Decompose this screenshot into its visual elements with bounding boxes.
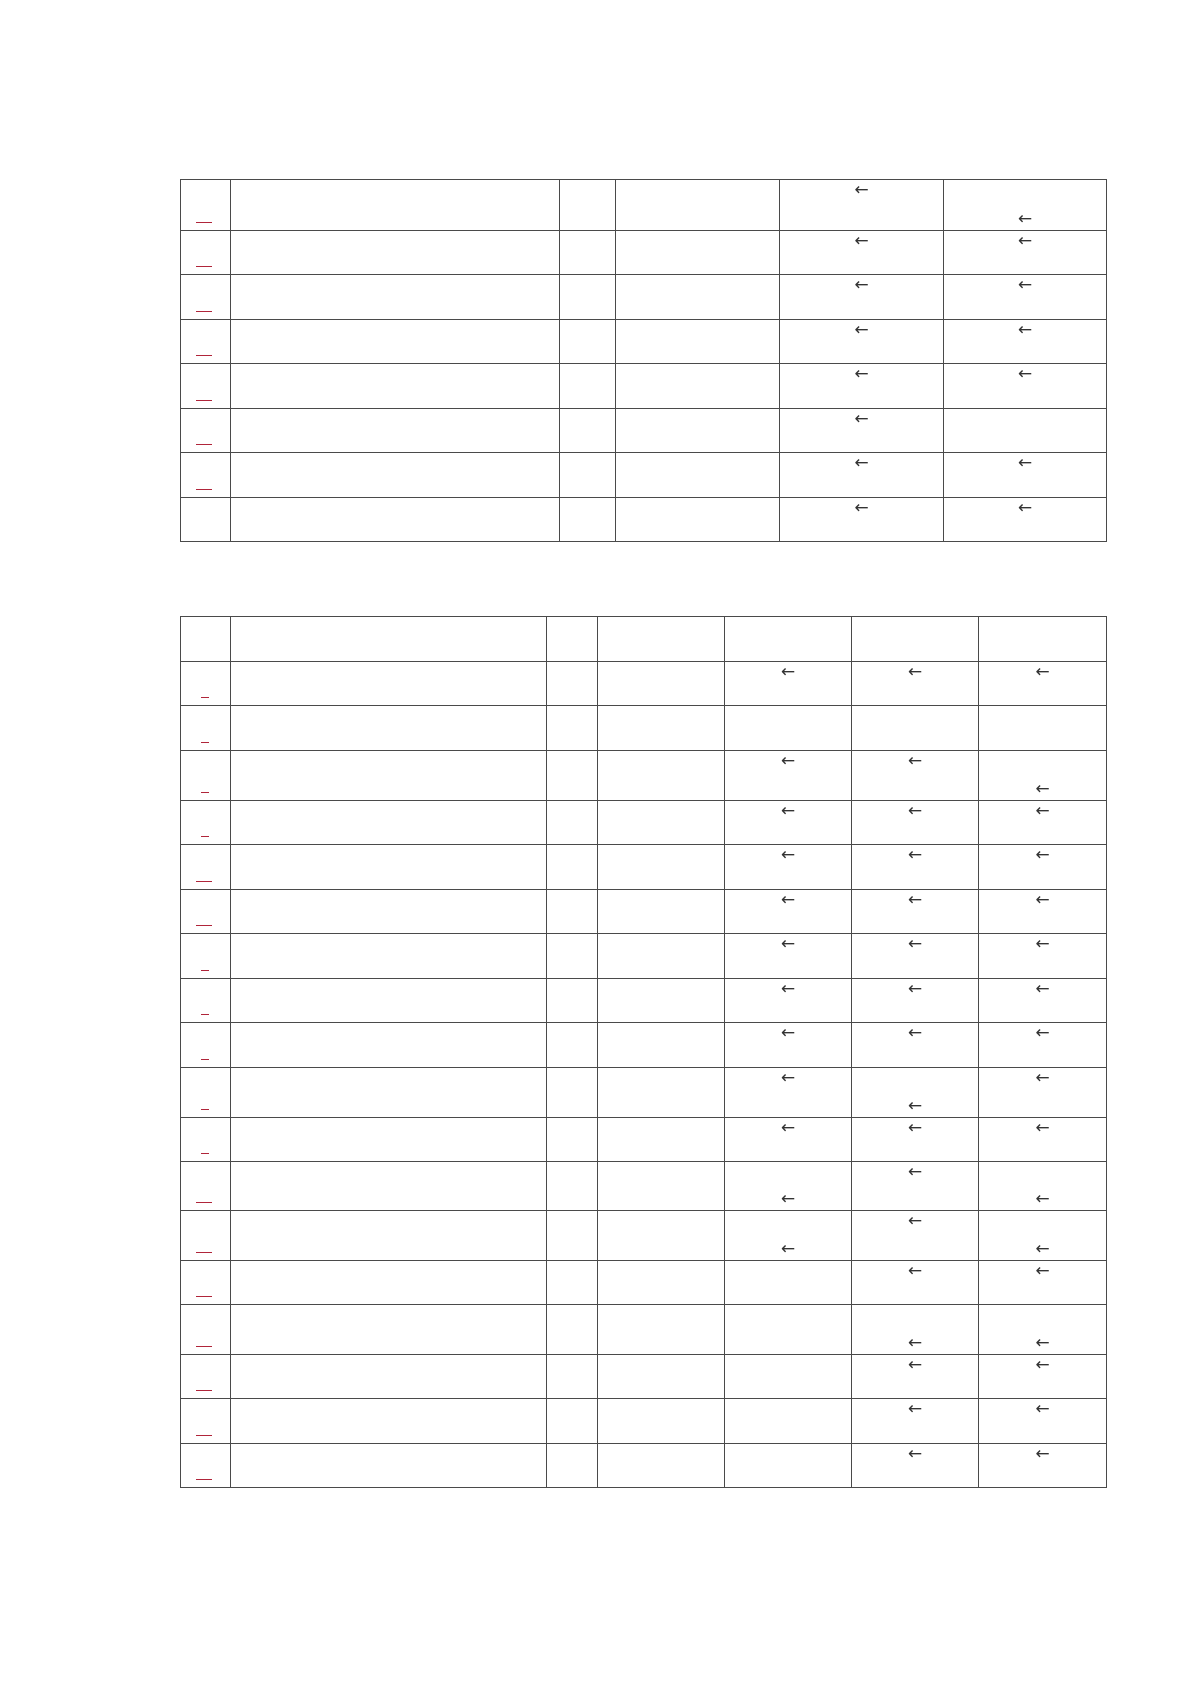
table-row [181,1068,1107,1118]
table-2-cell-col3 [547,1068,598,1118]
table-1-cell-col3 [560,409,616,453]
table-2-cell-col6 [852,662,979,706]
table-2-cell-col3 [547,1399,598,1444]
table-2-cell-col4 [598,1023,725,1068]
row-link-marker[interactable] [196,489,212,490]
table-2-cell-col4 [598,1261,725,1305]
left-arrow-icon: ← [907,845,923,865]
table-2-cell-col6 [852,1068,979,1118]
table-2-cell-col6 [852,1211,979,1261]
table-2-cell-col5 [725,1118,852,1162]
table-2-cell-col3 [547,1023,598,1068]
table-2-cell-col6 [852,1261,979,1305]
table-2-cell-col1 [181,1399,231,1444]
row-link-marker[interactable] [196,266,212,267]
table-2-cell-col3 [547,1162,598,1211]
table-2-cell-col1 [181,1444,231,1488]
table-2-cell-col1 [181,751,231,801]
table-row [181,1444,1107,1488]
table-2-cell-col7 [979,890,1107,934]
left-arrow-icon: ← [854,453,869,473]
table-1-cell-col6 [944,275,1107,320]
table-1-cell-col5 [780,231,944,275]
table-2-cell-col5 [725,1355,852,1399]
table-2-cell-col7 [979,1444,1107,1488]
left-arrow-icon: ← [1035,979,1050,999]
table-1-cell-col1 [181,320,231,364]
left-arrow-icon: ← [1035,1399,1050,1419]
table-2-cell-col3 [547,1305,598,1355]
table-2-cell-col7 [979,662,1107,706]
table-2-cell-col4 [598,801,725,845]
table-2-cell-col4 [598,617,725,662]
table-row [181,1399,1107,1444]
left-arrow-icon: ← [907,1211,923,1231]
table-2-cell-col3 [547,934,598,979]
table-2-cell-col1 [181,890,231,934]
table-2-cell-col3 [547,979,598,1023]
table-1-cell-col6 [944,453,1107,498]
table-2-cell-col6 [852,1444,979,1488]
table-2-cell-col5 [725,662,852,706]
table-2-cell-col5 [725,706,852,751]
table-2-cell-col1 [181,1118,231,1162]
table-row [181,364,1107,409]
row-link-marker[interactable] [196,222,212,223]
table-2-cell-col4 [598,1211,725,1261]
table-2-cell-col4 [598,1305,725,1355]
table-2-cell-col5 [725,1444,852,1488]
table-1-cell-col6 [944,498,1107,542]
table-2-cell-col7 [979,1355,1107,1399]
table-row [181,1305,1107,1355]
left-arrow-icon: ← [1035,1023,1050,1043]
row-link-marker[interactable] [196,1252,212,1253]
table-1-cell-col1 [181,364,231,409]
table-row [181,1355,1107,1399]
row-link-marker[interactable] [196,355,212,356]
table-2-cell-col6 [852,934,979,979]
left-arrow-icon: ← [907,1444,923,1464]
row-link-marker[interactable] [196,1346,212,1347]
table-2-cell-col6 [852,1023,979,1068]
table-2-cell-col4 [598,751,725,801]
table-2-cell-col2 [231,801,547,845]
table-2-cell-col5 [725,979,852,1023]
left-arrow-icon: ← [907,801,923,821]
table-2-cell-col2 [231,1305,547,1355]
table-2-cell-col2 [231,845,547,890]
table-2-cell-col7 [979,934,1107,979]
table-row [181,617,1107,662]
left-arrow-icon: ← [1035,1333,1050,1353]
left-arrow-icon: ← [907,1355,923,1375]
table-row [181,320,1107,364]
table-2-cell-col5 [725,1162,852,1211]
table-2-cell-col1 [181,1068,231,1118]
table-1-cell-col1 [181,275,231,320]
row-link-marker[interactable] [201,1153,209,1154]
table-row [181,1118,1107,1162]
left-arrow-icon: ← [854,409,869,429]
table-1-cell-col4 [616,364,780,409]
table-2-cell-col5 [725,1211,852,1261]
table-2-cell-col7 [979,1305,1107,1355]
table-2-cell-col5 [725,1399,852,1444]
row-link-marker[interactable] [201,1109,209,1110]
table-2-cell-col2 [231,934,547,979]
table-1-cell-col6 [944,320,1107,364]
table-1-cell-col6 [944,409,1107,453]
left-arrow-icon: ← [854,364,869,384]
table-2-cell-col5 [725,1305,852,1355]
row-link-marker[interactable] [196,1435,212,1436]
table-2-cell-col2 [231,662,547,706]
table-2-cell-col1 [181,1305,231,1355]
row-link-marker[interactable] [196,1296,212,1297]
row-link-marker[interactable] [196,1390,212,1391]
table-row [181,706,1107,751]
left-arrow-icon: ← [780,1068,796,1088]
table-2-cell-col4 [598,706,725,751]
table-1-cell-col1 [181,231,231,275]
table-2-cell-col2 [231,617,547,662]
table-2-cell-col5 [725,751,852,801]
table-2-cell-col1 [181,1023,231,1068]
left-arrow-icon: ← [907,1096,923,1116]
left-arrow-icon: ← [1035,662,1050,682]
table-2-cell-col2 [231,751,547,801]
table-row [181,275,1107,320]
table-1-cell-col6 [944,231,1107,275]
table-2-cell-col1 [181,1355,231,1399]
table-2-cell-col5 [725,801,852,845]
table-2-cell-col6 [852,890,979,934]
left-arrow-icon: ← [1017,275,1033,295]
table-2-cell-col6 [852,801,979,845]
table-2-cell-col4 [598,662,725,706]
table-1-cell-col2 [231,320,560,364]
table-2-cell-col6 [852,1162,979,1211]
table-1-cell-col5 [780,364,944,409]
table-row [181,979,1107,1023]
left-arrow-icon: ← [907,979,923,999]
table-1-cell-col4 [616,231,780,275]
table-2-cell-col6 [852,751,979,801]
table-1 [180,179,1107,542]
table-2-cell-col4 [598,1118,725,1162]
row-link-marker[interactable] [201,792,209,793]
table-2 [180,616,1107,1488]
table-2-cell-col4 [598,1068,725,1118]
left-arrow-icon: ← [907,934,923,954]
table-row [181,1023,1107,1068]
table-2-cell-col6 [852,845,979,890]
table-2-cell-col2 [231,1068,547,1118]
table-row [181,1162,1107,1211]
table-1-cell-col2 [231,453,560,498]
row-link-marker[interactable] [196,311,212,312]
table-1-cell-col2 [231,409,560,453]
table-2-cell-col3 [547,801,598,845]
table-2-cell-col7 [979,1211,1107,1261]
table-2-cell-col2 [231,1118,547,1162]
table-1-cell-col5 [780,275,944,320]
table-2-cell-col5 [725,1261,852,1305]
table-2-cell-col2 [231,1355,547,1399]
table-2-cell-col7 [979,617,1107,662]
left-arrow-icon: ← [780,890,796,910]
table-2-cell-col6 [852,1118,979,1162]
table-2-cell-col4 [598,979,725,1023]
table-2-cell-col5 [725,845,852,890]
row-link-marker[interactable] [196,1479,212,1480]
table-2-cell-col1 [181,1211,231,1261]
table-2-cell-col7 [979,1261,1107,1305]
table-2-cell-col4 [598,890,725,934]
table-row [181,453,1107,498]
table-1-cell-col6 [944,364,1107,409]
left-arrow-icon: ← [780,1239,796,1259]
left-arrow-icon: ← [907,1261,923,1281]
table-2-cell-col3 [547,617,598,662]
left-arrow-icon: ← [1035,1239,1050,1259]
row-link-marker[interactable] [196,925,212,926]
table-1-cell-col5 [780,409,944,453]
left-arrow-icon: ← [1035,1444,1050,1464]
table-2-cell-col2 [231,1261,547,1305]
left-arrow-icon: ← [907,1333,923,1353]
table-2-cell-col1 [181,979,231,1023]
left-arrow-icon: ← [907,662,923,682]
table-2-cell-col1 [181,706,231,751]
table-2-cell-col7 [979,845,1107,890]
row-link-marker[interactable] [201,1059,209,1060]
table-1-cell-col2 [231,498,560,542]
table-1-cell-col1 [181,409,231,453]
left-arrow-icon: ← [780,662,796,682]
table-2-cell-col3 [547,1444,598,1488]
table-1-cell-col2 [231,231,560,275]
row-link-marker[interactable] [196,1202,212,1203]
table-2-cell-col1 [181,1261,231,1305]
table-1-cell-col4 [616,409,780,453]
table-2-cell-col6 [852,1355,979,1399]
left-arrow-icon: ← [1035,1118,1050,1138]
row-link-marker[interactable] [201,697,209,698]
row-link-marker[interactable] [201,742,209,743]
table-2-cell-col7 [979,1162,1107,1211]
table-2-cell-col7 [979,801,1107,845]
table-1-cell-col4 [616,275,780,320]
left-arrow-icon: ← [854,180,869,200]
left-arrow-icon: ← [854,231,869,251]
left-arrow-icon: ← [854,275,869,295]
table-row [181,498,1107,542]
table-2-cell-col3 [547,1261,598,1305]
table-1-cell-col4 [616,180,780,231]
table-row [181,231,1107,275]
table-2-cell-col2 [231,979,547,1023]
left-arrow-icon: ← [780,845,796,865]
table-2-cell-col1 [181,934,231,979]
table-1-cell-col5 [780,453,944,498]
table-1-cell-col3 [560,180,616,231]
left-arrow-icon: ← [1035,1189,1050,1209]
table-row [181,890,1107,934]
table-1-cell-col1 [181,180,231,231]
table-2-cell-col4 [598,1444,725,1488]
left-arrow-icon: ← [780,1118,796,1138]
table-row [181,934,1107,979]
left-arrow-icon: ← [780,1023,796,1043]
table-1-cell-col3 [560,364,616,409]
row-link-marker[interactable] [201,1014,209,1015]
table-1-cell-col3 [560,275,616,320]
left-arrow-icon: ← [1035,890,1050,910]
table-row [181,751,1107,801]
table-1-cell-col5 [780,320,944,364]
left-arrow-icon: ← [1035,845,1050,865]
row-link-marker[interactable] [201,836,209,837]
left-arrow-icon: ← [907,751,923,771]
left-arrow-icon: ← [1035,1355,1050,1375]
table-2-cell-col1 [181,801,231,845]
table-2-cell-col3 [547,662,598,706]
left-arrow-icon: ← [854,498,869,518]
table-2-cell-col7 [979,1068,1107,1118]
table-2-cell-col3 [547,1118,598,1162]
table-2-cell-col7 [979,706,1107,751]
table-2-cell-col1 [181,617,231,662]
table-2-cell-col6 [852,1399,979,1444]
table-2-cell-col5 [725,617,852,662]
row-link-marker[interactable] [196,400,212,401]
left-arrow-icon: ← [1035,1068,1050,1088]
table-2-cell-col4 [598,1355,725,1399]
table-2-cell-col1 [181,662,231,706]
table-2-cell-col5 [725,1068,852,1118]
left-arrow-icon: ← [854,320,869,340]
table-1-cell-col3 [560,320,616,364]
table-2-cell-col2 [231,1211,547,1261]
left-arrow-icon: ← [907,890,923,910]
table-2-cell-col2 [231,1162,547,1211]
table-1-cell-col5 [780,498,944,542]
table-2-cell-col3 [547,706,598,751]
table-1-cell-col3 [560,498,616,542]
table-1-body [181,180,1107,542]
table-row [181,801,1107,845]
table-row [181,180,1107,231]
table-2-cell-col6 [852,1305,979,1355]
left-arrow-icon: ← [907,1399,923,1419]
left-arrow-icon: ← [780,801,796,821]
left-arrow-icon: ← [907,1118,923,1138]
left-arrow-icon: ← [780,934,796,954]
table-2-cell-col6 [852,979,979,1023]
table-2-cell-col2 [231,706,547,751]
table-1-cell-col4 [616,498,780,542]
left-arrow-icon: ← [1017,209,1033,229]
left-arrow-icon: ← [907,1023,923,1043]
table-2-body [181,617,1107,1488]
table-row [181,409,1107,453]
table-2-cell-col3 [547,751,598,801]
left-arrow-icon: ← [1035,779,1050,799]
table-2-cell-col7 [979,1399,1107,1444]
left-arrow-icon: ← [780,979,796,999]
table-2-cell-col3 [547,1211,598,1261]
table-row [181,1261,1107,1305]
table-2-cell-col2 [231,1023,547,1068]
table-row [181,845,1107,890]
table-2-cell-col6 [852,706,979,751]
table-2-cell-col4 [598,845,725,890]
left-arrow-icon: ← [1035,934,1050,954]
table-1-cell-col5 [780,180,944,231]
table-2-cell-col5 [725,890,852,934]
table-2-cell-col1 [181,1162,231,1211]
left-arrow-icon: ← [1017,364,1033,384]
table-2-cell-col3 [547,1355,598,1399]
table-2-cell-col7 [979,751,1107,801]
left-arrow-icon: ← [1017,231,1033,251]
row-link-marker[interactable] [196,444,212,445]
left-arrow-icon: ← [1017,320,1033,340]
row-link-marker[interactable] [196,881,212,882]
left-arrow-icon: ← [1035,801,1050,821]
table-row [181,662,1107,706]
table-2-cell-col2 [231,1399,547,1444]
table-1-cell-col4 [616,453,780,498]
table-1-cell-col4 [616,320,780,364]
table-1-cell-col1 [181,453,231,498]
table-2-cell-col3 [547,845,598,890]
table-2-cell-col5 [725,934,852,979]
table-1-cell-col2 [231,275,560,320]
table-1-cell-col6 [944,180,1107,231]
table-1-cell-col3 [560,231,616,275]
table-2-cell-col3 [547,890,598,934]
table-2-cell-col4 [598,934,725,979]
row-link-marker[interactable] [201,970,209,971]
table-2-cell-col7 [979,979,1107,1023]
left-arrow-icon: ← [1017,453,1033,473]
table-2-cell-col1 [181,845,231,890]
left-arrow-icon: ← [780,1189,796,1209]
left-arrow-icon: ← [1035,1261,1050,1281]
table-1-cell-col1 [181,498,231,542]
left-arrow-icon: ← [1017,498,1033,518]
table-2-cell-col4 [598,1162,725,1211]
table-2-cell-col7 [979,1118,1107,1162]
left-arrow-icon: ← [780,751,796,771]
table-2-cell-col4 [598,1399,725,1444]
left-arrow-icon: ← [907,1162,923,1182]
table-2-cell-col6 [852,617,979,662]
table-row [181,1211,1107,1261]
table-2-cell-col2 [231,1444,547,1488]
table-1-cell-col3 [560,453,616,498]
table-1-cell-col2 [231,180,560,231]
table-2-cell-col7 [979,1023,1107,1068]
table-2-cell-col5 [725,1023,852,1068]
table-1-cell-col2 [231,364,560,409]
table-2-cell-col2 [231,890,547,934]
